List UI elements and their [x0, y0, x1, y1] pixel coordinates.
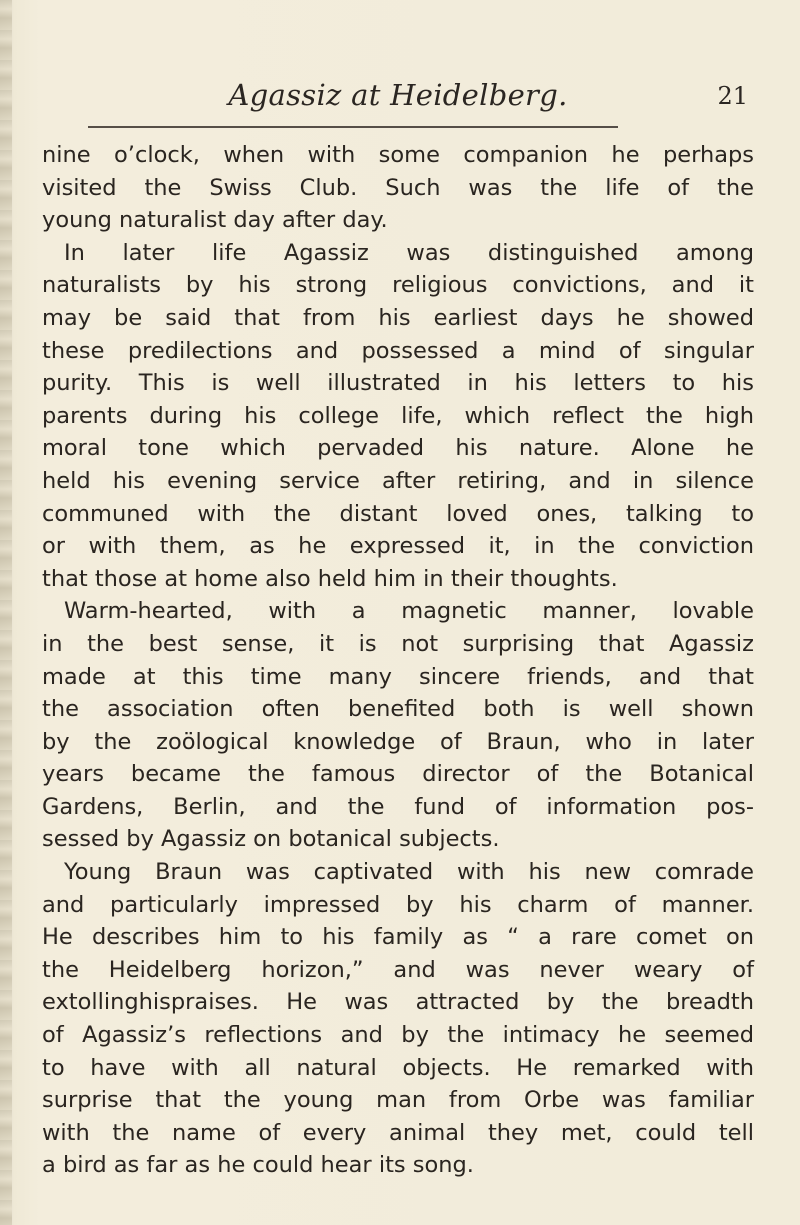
header-rule — [88, 126, 618, 128]
text-line: a bird as far as he could hear its song. — [42, 1152, 474, 1179]
body-text — [42, 139, 754, 1182]
text-line: with the name of every animal they met, could tell — [42, 1119, 754, 1146]
page-number: 21 — [717, 82, 748, 110]
text-line: held his evening service after retiring, and in silence — [42, 467, 754, 494]
text-line: naturalists by his strong religious convictions, and it — [42, 272, 754, 299]
binding-edge — [0, 0, 12, 1225]
text-line: moral tone which pervaded his nature. Alone he — [42, 435, 754, 462]
page-header — [42, 72, 754, 122]
text-line: communed with the distant loved ones, talking to — [42, 500, 754, 527]
text-line: visited the Swiss Club. Such was the life of the — [42, 174, 754, 201]
text-line: surprise that the young man from Orbe was familiar — [42, 1087, 754, 1114]
text-line: these predilections and possessed a mind of singular — [42, 337, 754, 364]
text-line: Young Braun was captivated with his new comrade — [64, 859, 754, 886]
text-line: sessed by Agassiz on botanical subjects. — [42, 826, 500, 853]
text-line: purity. This is well illustrated in his letters to his — [42, 370, 754, 397]
text-line: the association often benefited both is well shown — [42, 696, 754, 723]
text-line: nine o’clock, when with some companion he perhaps — [42, 142, 754, 168]
text-line: parents during his college life, which reflect the high — [42, 402, 754, 429]
text-line: and particularly impressed by his charm of manner. — [42, 891, 754, 918]
text-line: young naturalist day after day. — [42, 207, 388, 234]
text-line: in the best sense, it is not surprising that Agassiz — [42, 630, 754, 657]
text-line: may be said that from his earliest days he showed — [42, 304, 754, 331]
text-line: He describes him to his family as “ a rare comet on — [42, 924, 754, 951]
text-line: or with them, as he expressed it, in the conviction — [42, 533, 754, 560]
text-line: extollinghispraises. He was attracted by the breadth — [42, 989, 754, 1016]
text-line: to have with all natural objects. He remarked with — [42, 1054, 754, 1081]
text-line: that those at home also held him in their thoughts. — [42, 565, 618, 592]
text-line: In later life Agassiz was distinguished among — [64, 239, 754, 266]
text-line: the Heidelberg horizon,” and was never weary of — [42, 956, 754, 983]
text-line: Gardens, Berlin, and the fund of information pos- — [42, 793, 754, 820]
text-line: years became the famous director of the Botanical — [42, 761, 754, 788]
text-line: Warm-hearted, with a magnetic manner, lovable — [64, 598, 754, 625]
text-line: of Agassiz’s reflections and by the intimacy he seemed — [42, 1022, 754, 1049]
text-line: by the zoölogical knowledge of Braun, who in later — [42, 728, 754, 755]
text-line: made at this time many sincere friends, and that — [42, 663, 754, 690]
running-title: Agassiz at Heidelberg. — [228, 78, 568, 112]
